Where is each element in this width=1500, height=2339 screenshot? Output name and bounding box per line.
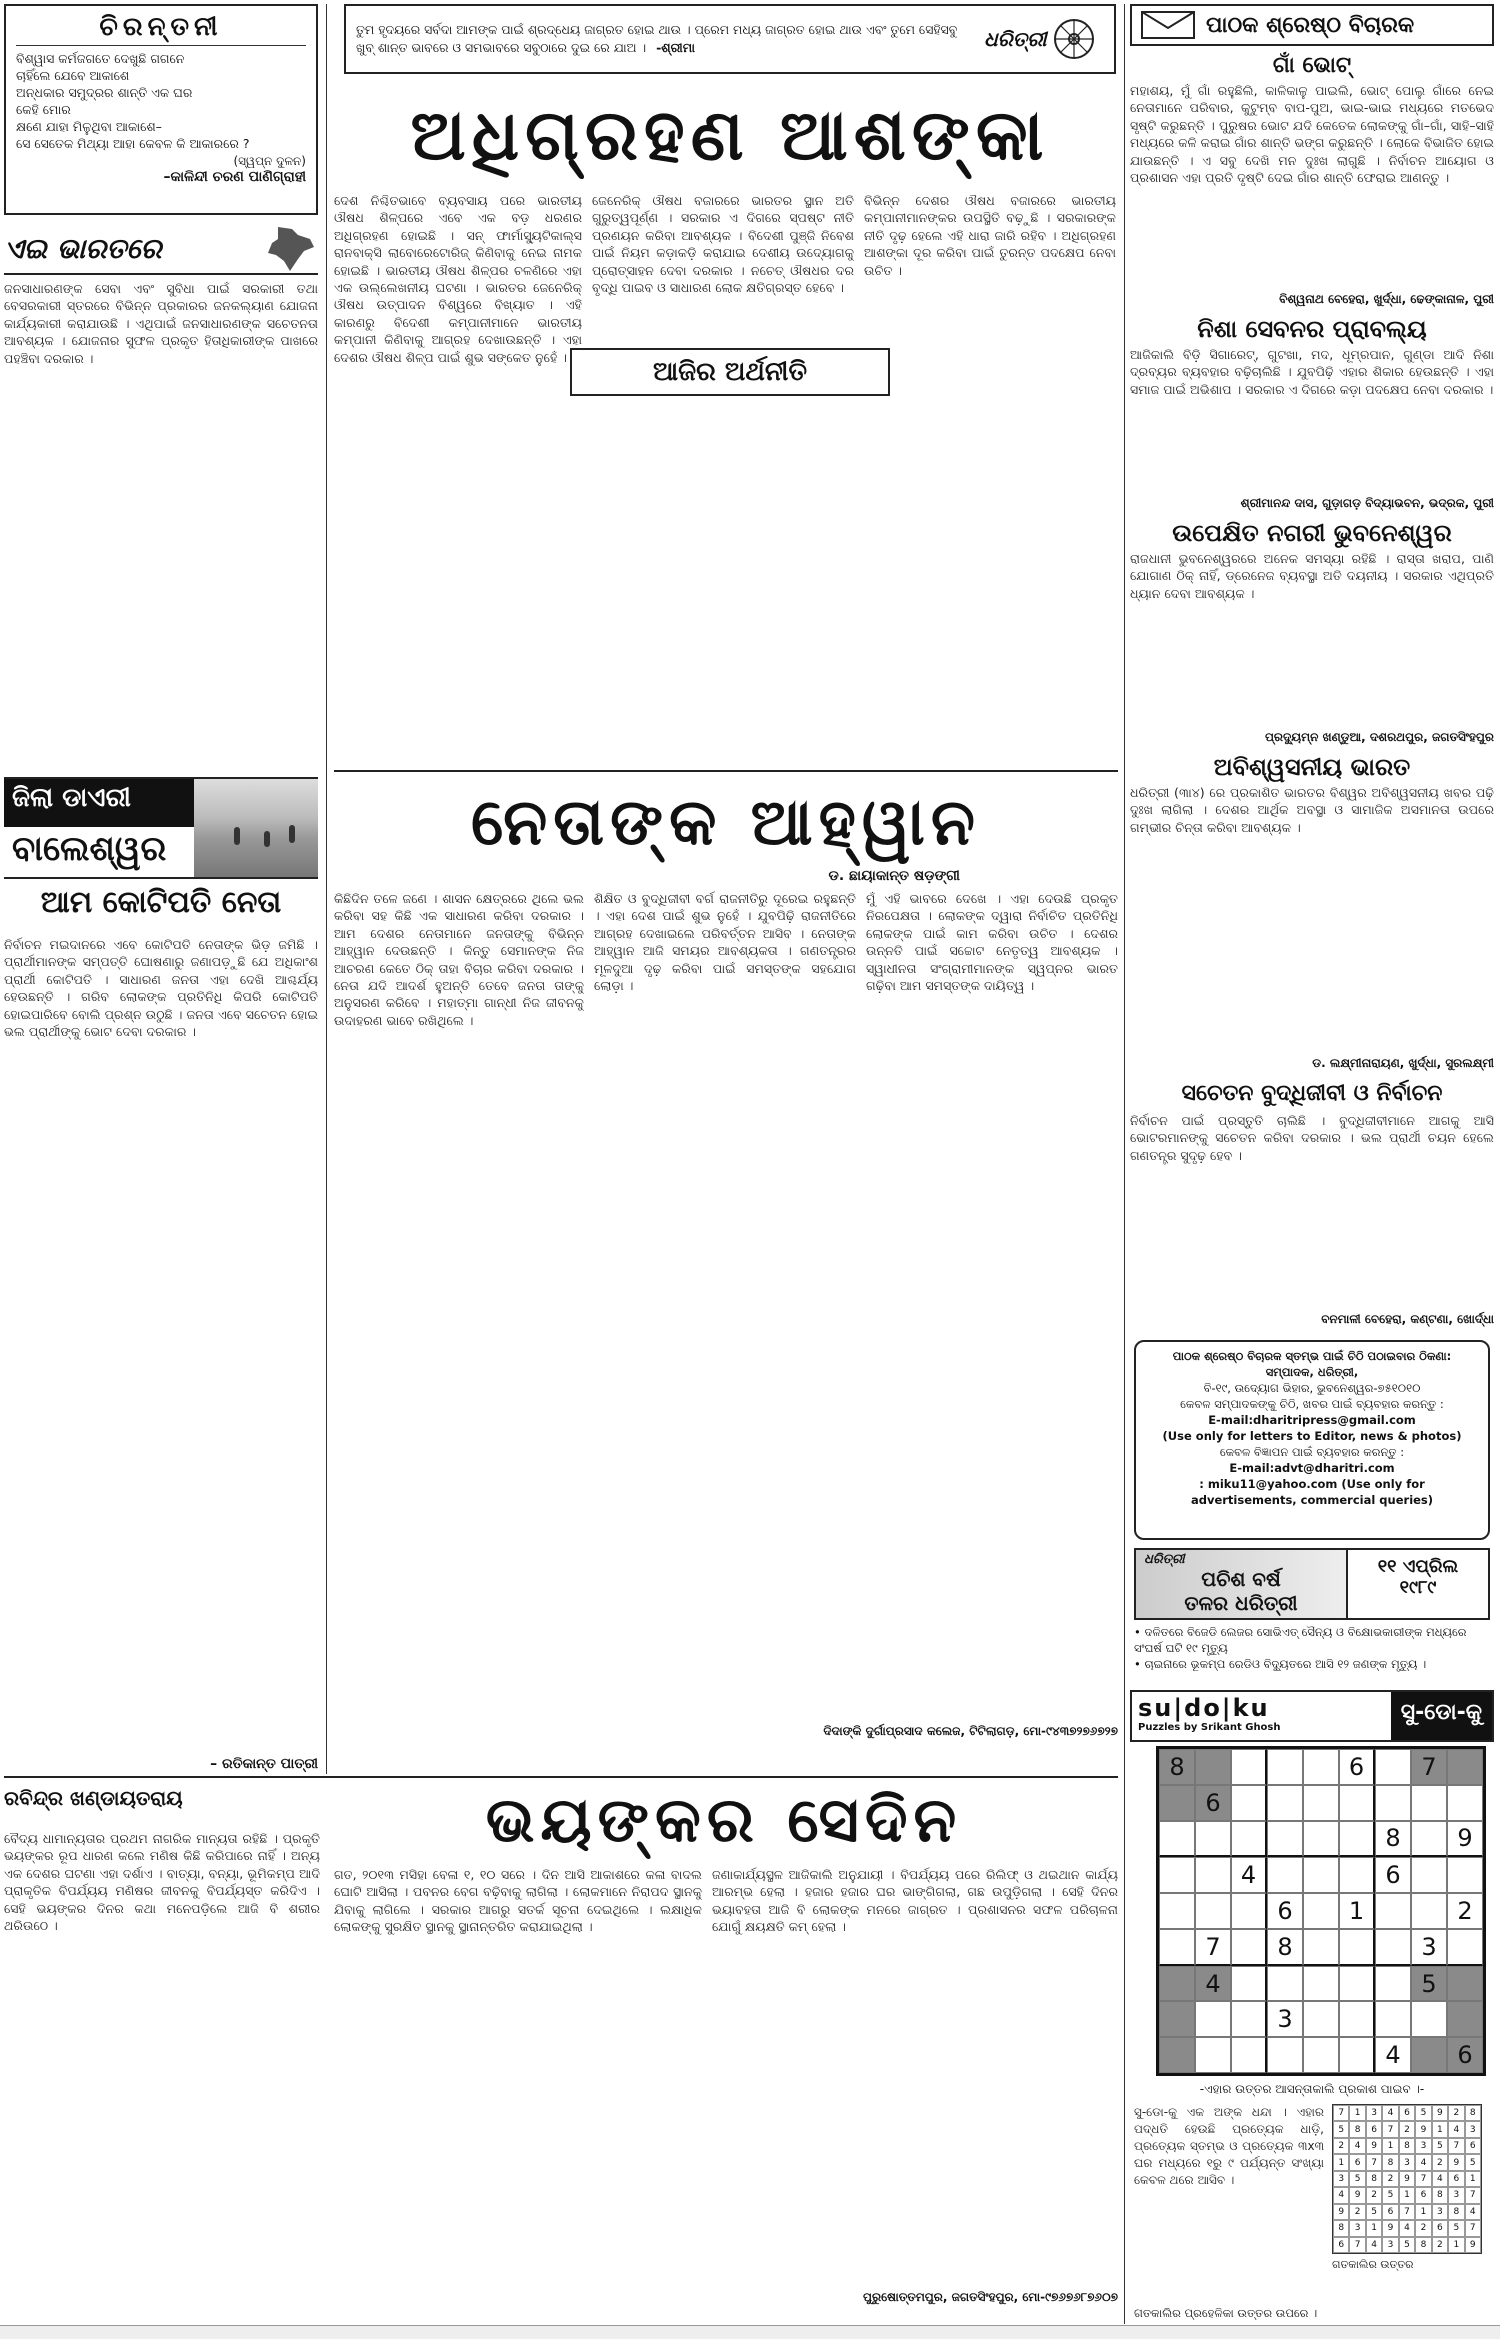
letter1-body: ମହାଶୟ, ମୁଁ ଗାଁ ରହୁଛିଲି, କାଳିକାଳୁ ପାଇଲି, ଭୋଟ୍ ପୋଲୁ ଗାଁରେ ନେଇ ନେତାମାନେ ପରିବାର, କୁଟୁମ୍ବ ବାପ-ପୁଅ, ଭାଇ-ଭାଇ ମଧ୍ୟରେ ମତଭେଦ ସୃଷ୍ଟି କରୁଛନ୍ତି । ପୁରୁଷର ଭୋଟ ଯଦି କେତେକ ଲୋକଙ୍କୁ ଗାଁ–ଗାଁ, ସାହି–ସାହି ମଧ୍ୟରେ କଳି କରାଇ ଗାଁର ଶାନ୍ତି ଭଙ୍ଗ କରୁଛନ୍ତି । ଲୋକେ ବିଭାଜିତ ହୋଇ ଯାଉଛନ୍ତି । ଏ ସବୁ ଦେଖି ମନ ଦୁଃଖ ଲାଗୁଛି । ନିର୍ବାଚନ ଆୟୋଗ ଓ ପ୍ରଶାସନ ଏହା ପ୍ରତି ଦୃଷ୍ଟି ଦେଇ ଗାଁର ଶାନ୍ତି ଫେରାଇ ଆଣନ୍ତୁ । [1130,83,1494,186]
sudoku-cell[interactable]: 6 [1267,1893,1303,1929]
archive-bullet1: • ଦଳିତରେ ବିଜେଡି ଲେଜର ସୋଭିଏତ୍ ସୈନ୍ୟ ଓ ବିକ୍ଷୋଭକାରୀଙ୍କ ମଧ୍ୟରେ ସଂଘର୍ଷ ଘଟି ୧୯ ମୃତ୍ୟୁ [1134,1625,1467,1655]
sudoku-logo: su|do|ku [1138,1694,1270,1722]
beach-photo-figure [234,827,240,845]
beach-photo [194,779,318,877]
sudoku-answer-cell: 2 [1366,2187,1382,2203]
sudoku-cell[interactable] [1231,1893,1267,1929]
bottom-author: ରବିନ୍ଦ୍ର ଖଣ୍ଡାୟତରାୟ [4,1786,183,1810]
sudoku-answer-cell: 6 [1366,2121,1382,2137]
sudoku-answer-cell: 3 [1415,2138,1431,2154]
beach-photo-figure [264,831,270,847]
letter4-title: ଅବିଶ୍ୱସନୀୟ ଭାରତ [1213,752,1411,781]
sudoku-cell[interactable] [1303,1785,1339,1821]
letter4-sig: ଡ. ଲକ୍ଷ୍ମୀନାରାୟଣ, ଖୁର୍ଦ୍ଧା, ସୁରଲକ୍ଷ୍ମୀ [1312,1056,1494,1070]
archive-date-area [1346,1550,1488,1618]
bottom-headline: ଭୟଙ୍କର ସେଦିନ [485,1783,963,1856]
beach-photo-figure [289,825,295,843]
letter2-sig: ଶ୍ରୀମାନନ୍ଦ ଦାସ, ଗୁଡ଼ାଗଡ଼ ବିଦ୍ୟାଭବନ, ଭଦ୍ରକ, ପୁରୀ [1240,496,1494,510]
sudoku-cell[interactable]: 6 [1447,2037,1483,2073]
rule-right [1124,4,1125,2324]
aajira-label-box [570,348,890,396]
sudoku-cell[interactable]: 6 [1339,1749,1375,1785]
letter1-title: ଗାଁ ଭୋଟ୍ [1272,52,1352,78]
chakra-logo-icon [1052,17,1096,61]
rule-left [326,4,327,1774]
sudoku-cell[interactable] [1267,1857,1303,1893]
sudoku-answer-cell: 1 [1349,2105,1365,2121]
middle-col1: କିଛିଦିନ ତଳେ ଜଣେ । ଶାସନ କ୍ଷେତ୍ରରେ ଥିଲେ ଭଲ କରିବା ସହ କିଛି ଏକ ସାଧାରଣ କରିବା ଦରକାର । ଆମ ଦେଶର ନେତାମାନେ ଜନତାଙ୍କୁ ବିଭିନ୍ନ ଆହ୍ୱାନ ଦେଉଛନ୍ତି । କିନ୍ତୁ ସେମାନଙ୍କ ନିଜ ଆଚରଣ କେତେ ଠିକ୍ ତାହା ବିଚାର କରିବା ଦରକାର । ନେତା ଯଦି ଆଦର୍ଶ ହୁଅନ୍ତି ତେବେ ଜନତା ତାଙ୍କୁ ଅନୁସରଣ କରିବେ । ମହାତ୍ମା ଗାନ୍ଧୀ ନିଜ ଜୀବନକୁ ଉଦାହରଣ ଭାବେ ରଖିଥିଲେ । [334,891,584,1028]
sudoku-cell[interactable]: 1 [1339,1893,1375,1929]
sudoku-answer-cell: 8 [1333,2220,1349,2236]
aajira-col3: ବିଭିନ୍ନ ଦେଶର ଔଷଧ ବଜାରରେ ଭାରତୀୟ କମ୍ପାନୀମାନଙ୍କର ଉପସ୍ଥିତି ବଢ଼ୁଛି । ସରକାରଙ୍କ ନୀତି ଦୃଢ଼ ହେଲେ ଏହି ଧାରା ଜାରି ରହିବ । ଅଧିଗ୍ରହଣ ଆଶଙ୍କା ଦୂର କରିବା ପାଇଁ ତୁରନ୍ତ ପଦକ୍ଷେପ ନେବା ଉଚିତ । [864,193,1116,278]
sudoku-cell[interactable] [1159,1929,1195,1966]
logo-text: ଧରିତ୍ରୀ [984,27,1047,51]
sudoku-cell[interactable] [1267,1821,1303,1858]
bottom-sig: ପୁରୁଷୋତ୍ତମପୁର, ଜଗତସିଂହପୁର, ମୋ-୯୭୬୭୬୮୭୬୦୭ [863,2290,1118,2304]
sudoku-answer-cell: 2 [1432,2154,1448,2170]
archive-line1: ପଚିଶ ବର୍ଷ [1201,1567,1281,1591]
zilla-diary-box [4,777,318,879]
sudoku-answer-cell: 5 [1448,2220,1464,2236]
sudoku-answer-cell: 5 [1333,2121,1349,2137]
sudoku-answer-cell: 9 [1432,2105,1448,2121]
sudoku-answer-cell: 7 [1465,2220,1481,2236]
rule-mid1 [334,770,1118,772]
sudoku-cell[interactable] [1375,1785,1411,1821]
sudoku-answer-cell: 2 [1399,2121,1415,2137]
sudoku-cell[interactable] [1195,2001,1231,2037]
sudoku-answer-cell: 9 [1465,2237,1481,2253]
sudoku-cell[interactable]: 8 [1267,1929,1303,1966]
sudoku-cell[interactable]: 4 [1195,1966,1231,2002]
sudoku-cell[interactable] [1339,1857,1375,1893]
sudoku-answer-cell: 4 [1465,2204,1481,2220]
sudoku-cell[interactable] [1195,1821,1231,1858]
sudoku-cell[interactable]: 3 [1267,2001,1303,2037]
sudoku-answer-cell: 2 [1333,2138,1349,2154]
sudoku-cell[interactable] [1447,2001,1483,2037]
sudoku-answer-cell: 4 [1366,2237,1382,2253]
sudoku-answer-cell: 1 [1399,2187,1415,2203]
sudoku-cell[interactable] [1303,1929,1339,1966]
sudoku-answer-cell: 1 [1465,2171,1481,2187]
sudoku-cell[interactable] [1411,1857,1447,1893]
sudoku-cell[interactable] [1447,1785,1483,1821]
sudoku-cell[interactable] [1303,2001,1339,2037]
sudoku-answer-cell: 7 [1448,2138,1464,2154]
sudoku-cell[interactable] [1411,2037,1447,2073]
sudoku-cell[interactable] [1303,1749,1339,1785]
sudoku-answer-cell: 4 [1399,2220,1415,2236]
sudoku-answer-cell: 4 [1432,2171,1448,2187]
sudoku-answer-cell: 5 [1349,2171,1365,2187]
chirantani-credit: (ସ୍ୱପ୍ନ ଦୁଳନ) [233,154,306,168]
sudoku-answer-cell: 1 [1333,2154,1349,2170]
archive-bullet2: • ଚାଇନାରେ ଭୂକମ୍ପ ରେଡିଓ ବିଦ୍ୟୁତରେ ଆସି ୧୨ ଜଣଙ୍କ ମୃତ୍ୟୁ । [1134,1657,1427,1671]
sudoku-cell[interactable] [1159,1857,1195,1893]
chirantani-poem: ବିଶ୍ୱାସ କର୍ମଜଗତେ ଦେଖୁଛି ଗଗନେ ଚାହିଁଲେ ଯେବେ ଆକାଶେ ଅନ୍ଧକାର ସମୁଦ୍ରର ଶାନ୍ତି ଏକ ଘର କେହି ମୋର କ୍ଷଣେ ଯାହା ମିଳୁଥିବା ଆକାଶେ– ସେ ସେତେକ ମିଥ୍ୟା ଆହା କେବଳ କି ଆକାରରେ ? [16,51,250,151]
footer-bar [0,2325,1500,2339]
sudoku-answer-cell: 5 [1432,2138,1448,2154]
archive-bullets [1134,1624,1490,1672]
contact-email1-note: (Use only for letters to Editor, news & photos) [1162,1429,1462,1443]
sudoku-cell[interactable] [1411,2001,1447,2037]
aajira-label: ଆଜିର ଅର୍ଥନୀତି [653,356,807,387]
sudoku-answer-cell: 7 [1366,2154,1382,2170]
contact-line2: ସମ୍ପାଦକ, ଧରିତ୍ରୀ, [1265,1365,1359,1379]
sudoku-cell[interactable]: 8 [1159,1749,1195,1785]
chirantani-box [4,4,318,215]
sudoku-answer-cell: 5 [1366,2204,1382,2220]
sudoku-answer-cell: 6 [1333,2237,1349,2253]
sudoku-answer-cell: 2 [1432,2237,1448,2253]
sudoku-answer-cell: 5 [1465,2154,1481,2170]
sudoku-cell[interactable] [1447,1929,1483,1966]
sudoku-grid [1156,1746,1486,2076]
sudoku-cell[interactable] [1303,1893,1339,1929]
letter2-body: ଆଜିକାଲି ବିଡ଼ି ସିଗାରେଟ୍, ଗୁଟଖା, ମଦ, ଧୂମ୍ରପାନ, ଗୁଣ୍ଡା ଆଦି ନିଶା ଦ୍ରବ୍ୟର ବ୍ୟବହାର ବଢ଼ିଚାଲିଛି । ଯୁବପିଢ଼ି ଏହାର ଶିକାର ହେଉଛନ୍ତି । ଏହା ସମାଜ ପାଇଁ ଅଭିଶାପ । ସରକାର ଏ ଦିଗରେ କଡ଼ା ପଦକ୍ଷେପ ନେବା ଦରକାର । [1130,347,1494,397]
masthead-quote [356,21,976,57]
archive-label-area [1136,1550,1346,1618]
sudoku-answer-cell: 5 [1382,2187,1398,2203]
middle-col2: ଶିକ୍ଷିତ ଓ ବୁଦ୍ଧିଜୀବୀ ବର୍ଗ ରାଜନୀତିରୁ ଦୂରେଇ ରହୁଛନ୍ତି । ଏହା ଦେଶ ପାଇଁ ଶୁଭ ନୁହେଁ । ଯୁବପିଢ଼ି ରାଜନୀତିରେ ଆଗ୍ରହ ଦେଖାଇଲେ ପରିବର୍ତ୍ତନ ଆସିବ । ନେତାଙ୍କ ଆହ୍ୱାନ ଆଜି ସମୟର ଆବଶ୍ୟକତା । ଗଣତନ୍ତ୍ରର ମୂଳଦୁଆ ଦୃଢ଼ କରିବା ପାଇଁ ସମସ୍ତଙ୍କ ସହଯୋଗ ଲୋଡ଼ା । [594,891,856,994]
archive-label-top: ଧରିତ୍ରୀ [1144,1552,1185,1567]
middle-headline: ନେତାଙ୍କ ଆହ୍ୱାନ [471,785,981,860]
letter5-title: ସଚେତନ ବୁଦ୍ଧିଜୀବୀ ଓ ନିର୍ବାଚନ [1181,1080,1443,1106]
bottom-col2: ଗତ, ୨୦୧୩ ମସିହା ବେଳା ୧, ୧୦ ସରେ । ଦିନ ଆସି ଆକାଶରେ କଳା ବାଦଲ ଘୋଟି ଆସିଲା । ପବନର ବେଗ ବଢ଼ିବାକୁ ଲାଗିଲା । ଲୋକମାନେ ନିରାପଦ ସ୍ଥାନକୁ ଯିବାକୁ ଲାଗିଲେ । ସରକାର ଆଗରୁ ସତର୍କ ସୂଚନା ଦେଇଥିଲେ । ଲକ୍ଷାଧିକ ଲୋକଙ୍କୁ ସୁରକ୍ଷିତ ସ୍ଥାନକୁ ସ୍ଥାନାନ୍ତରିତ କରାଯାଇଥିଲା । [334,1867,702,1935]
sudoku-answer-grid [1332,2104,1482,2254]
sudoku-answer-cell: 2 [1415,2220,1431,2236]
letter5-sig: ବନମାଳୀ ବେହେରା, କଣ୍ଟଣା, ଖୋର୍ଦ୍ଧା [1321,1312,1494,1326]
sudoku-answer-cell: 8 [1382,2154,1398,2170]
sudoku-answer-cell: 8 [1448,2204,1464,2220]
sudoku-answer-cell: 7 [1333,2105,1349,2121]
sudoku-answer-cell: 2 [1349,2204,1365,2220]
sudoku-cell[interactable] [1195,1857,1231,1893]
zilla-diary-label: ଜିଲା ଡାଏରୀ [4,779,194,827]
archive-date1: ୧୧ ଏପ୍ରିଲ [1377,1556,1459,1577]
sudoku-cell[interactable] [1375,1966,1411,2002]
sudoku-cell[interactable] [1231,1749,1267,1785]
sudoku-answer-cell: 5 [1415,2105,1431,2121]
sudoku-cell[interactable] [1411,1821,1447,1858]
ei-bharatare-body: ଜନସାଧାରଣଙ୍କ ସେବା ଏବଂ ସୁବିଧା ପାଇଁ ସରକାରୀ ତଥା ବେସରକାରୀ ସ୍ତରରେ ବିଭିନ୍ନ ପ୍ରକାରର ଜନକଲ୍ୟାଣ ଯୋଜନା କାର୍ଯ୍ୟକାରୀ କରାଯାଉଛି । ଏଥିପାଇଁ ଜନସାଧାରଣଙ୍କ ସଚେତନତା ଆବଶ୍ୟକ । ଯୋଜନାର ସୁଫଳ ପ୍ରକୃତ ହିତାଧିକାରୀଙ୍କ ପାଖରେ ପହଞ୍ଚିବା ଦରକାର । [4,281,318,366]
sudoku-cell[interactable] [1267,1749,1303,1785]
sudoku-answer-cell: 6 [1432,2220,1448,2236]
sudoku-answer-cell: 4 [1415,2154,1431,2170]
chirantani-author: –କାଳିନ୍ଦୀ ଚରଣ ପାଣିଗ୍ରାହୀ [163,169,306,185]
sudoku-cell[interactable] [1303,1966,1339,2002]
sudoku-answer-cell: 4 [1448,2121,1464,2137]
sudoku-cell[interactable] [1159,1966,1195,2002]
letter1-sig: ବିଶ୍ୱନାଥ ବେହେରା, ଖୁର୍ଦ୍ଧା, ଢେଙ୍କାନାଳ, ପୁରୀ [1279,292,1494,306]
sudoku-cell[interactable] [1411,1893,1447,1929]
sudoku-answer-cell: 3 [1349,2220,1365,2236]
chirantani-heading: ଚିରନ୍ତନୀ [16,12,306,46]
sudoku-cell[interactable]: 4 [1231,1857,1267,1893]
sudoku-answer-cell: 3 [1399,2154,1415,2170]
sudoku-answer-cell: 7 [1382,2121,1398,2137]
aajira-col2: ଜେନେରିକ୍ ଔଷଧ ବଜାରରେ ଭାରତର ସ୍ଥାନ ଅତି ଗୁରୁତ୍ୱପୂର୍ଣ୍ଣ । ସରକାର ଏ ଦିଗରେ ସ୍ପଷ୍ଟ ନୀତି ପ୍ରଣୟନ କରିବା ଆବଶ୍ୟକ । ବିଦେଶୀ ପୁଞ୍ଜି ନିବେଶ ପାଇଁ ନିୟମ କଡ଼ାକଡ଼ି କରାଯାଇ ଦେଶୀୟ ଉଦ୍ୟୋଗକୁ ପ୍ରୋତ୍ସାହନ ଦେବା ଦରକାର । ନଚେତ୍ ଔଷଧର ଦର ବୃଦ୍ଧି ପାଇବ ଓ ସାଧାରଣ ଲୋକ କ୍ଷତିଗ୍ରସ୍ତ ହେବେ । [592,193,854,296]
sudoku-answer-cell: 9 [1415,2121,1431,2137]
sudoku-cell[interactable] [1339,2001,1375,2037]
sudoku-answer-cell: 8 [1349,2121,1365,2137]
sudoku-cell[interactable] [1447,1749,1483,1785]
letter5-body: ନିର୍ବାଚନ ପାଇଁ ପ୍ରସ୍ତୁତି ଚାଲିଛି । ବୁଦ୍ଧିଜୀବୀମାନେ ଆଗକୁ ଆସି ଭୋଟରମାନଙ୍କୁ ସଚେତନ କରିବା ଦରକାର । ଭଲ ପ୍ରାର୍ଥୀ ଚୟନ ହେଲେ ଗଣତନ୍ତ୍ର ସୁଦୃଢ଼ ହେବ । [1130,1113,1494,1163]
sudoku-answer-cell: 1 [1382,2138,1398,2154]
district-name: ବାଲେଶ୍ୱର [12,829,167,869]
middle-byline: ଡ. ଛାୟାକାନ୍ତ ଷଡ଼ଙ୍ଗୀ [828,868,960,884]
rule-bottom [4,1776,1118,1778]
sudoku-footer: ଗତକାଲିର ପ୍ରହେଳିକା ଉତ୍ତର ଉପରେ । [1134,2306,1318,2320]
sudoku-cell[interactable]: 6 [1195,1785,1231,1821]
sudoku-answer-cell: 6 [1415,2187,1431,2203]
sudoku-answer-cell: 6 [1448,2171,1464,2187]
sudoku-logo-area [1132,1692,1391,1740]
sudoku-cell[interactable] [1375,1749,1411,1785]
archive-date2: ୧୯୮୯ [1399,1577,1437,1598]
sudoku-cell[interactable] [1231,1966,1267,2002]
sudoku-note: -ଏହାର ଉତ୍ତର ଆସନ୍ତାକାଲି ପ୍ରକାଶ ପାଇବ ।- [1199,2082,1425,2096]
sudoku-cell[interactable] [1231,1785,1267,1821]
sudoku-cell[interactable] [1411,1785,1447,1821]
sudoku-answer-cell: 9 [1448,2154,1464,2170]
sudoku-cell[interactable] [1339,1821,1375,1858]
sudoku-answer-cell: 3 [1382,2237,1398,2253]
sudoku-answer-cell: 6 [1349,2154,1365,2170]
sudoku-cell[interactable] [1159,1785,1195,1821]
sudoku-cell[interactable] [1447,1966,1483,2002]
kotipati-title: ଆମ କୋଟିପତି ନେତା [40,885,282,920]
sudoku-cell[interactable]: 2 [1447,1893,1483,1929]
masthead-quote-author: -ଶ୍ରୀମା [656,40,695,55]
sudoku-cell[interactable] [1159,2037,1195,2073]
kotipati-sig: – ରତିକାନ୍ତ ପାତ୍ରୀ [210,1756,318,1772]
sudoku-cell[interactable] [1267,1785,1303,1821]
contact-line4: କେବଳ ସମ୍ପାଦକଙ୍କୁ ଚିଠି, ଖବର ପାଇଁ ବ୍ୟବହାର କରନ୍ତୁ : [1180,1397,1444,1411]
india-map-icon [258,225,318,273]
letter3-body: ରାଜଧାନୀ ଭୁବନେଶ୍ୱରରେ ଅନେକ ସମସ୍ୟା ରହିଛି । ରାସ୍ତା ଖରାପ, ପାଣି ଯୋଗାଣ ଠିକ୍ ନାହିଁ, ଡ୍ରେନେଜ ବ୍ୟବସ୍ଥା ଅତି ଦୟନୀୟ । ସରକାର ଏଥିପ୍ରତି ଧ୍ୟାନ ଦେବା ଆବଶ୍ୟକ । [1130,551,1494,601]
sudoku-answer-cell: 3 [1465,2121,1481,2137]
ei-bharatare-title: ଏଇ ଭାରତରେ [4,232,162,265]
sudoku-answer-cell: 7 [1399,2204,1415,2220]
sudoku-answer-cell: 5 [1399,2237,1415,2253]
sudoku-answer-cell: 3 [1448,2187,1464,2203]
pathaka-title: ପାଠକ ଶ୍ରେଷ୍ଠ ବିଚାରକ [1206,12,1415,38]
sudoku-answer-cell: 8 [1399,2138,1415,2154]
sudoku-answer-cell: 4 [1349,2138,1365,2154]
sudoku-answer-cell: 2 [1448,2105,1464,2121]
sudoku-cell[interactable] [1339,2037,1375,2073]
sudoku-answer-cell: 7 [1349,2237,1365,2253]
contact-box [1134,1340,1490,1540]
middle-sig: ଦିଦାଙ୍କି ଦୁର୍ଗାପ୍ରସାଦ କଲେଜ, ଟିଟିଲାଗଡ଼, ମୋ-୯୪୩୭୨୭୬୭୨୭ [823,1724,1118,1738]
sudoku-cell[interactable] [1303,2037,1339,2073]
sudoku-answer-cell: 8 [1465,2105,1481,2121]
masthead-quote-text: ତୁମ ହୃଦୟରେ ସର୍ବଦା ଆମଙ୍କ ପାଇଁ ଶ୍ରଦ୍ଧେୟ ଜାଗ୍ରତ ହୋଇ ଥାଉ । ପ୍ରେମ ମଧ୍ୟ ଜାଗ୍ରତ ହୋଇ ଥାଉ ଏବଂ ତୁମେ ସେହିସବୁ ଖୁବ୍ ଶାନ୍ତ ଭାବରେ ଓ ସମଭାବରେ ସବୁଠାରେ ଦୁଇ ରେ ଯାଅ । [356,22,958,55]
letter3-title: ଉପେକ୍ଷିତ ନଗରୀ ଭୁବନେଶ୍ୱର [1172,518,1452,547]
sudoku-cell[interactable] [1303,1857,1339,1893]
sudoku-cell[interactable] [1375,1929,1411,1966]
sudoku-answer-cell: 9 [1382,2220,1398,2236]
bottom-col1: ବୈଦ୍ୟ ଧାମାନ୍ୟତାର ପ୍ରଥମ ନାଗରିକ ମାନ୍ୟତା ରହିଛି । ପ୍ରକୃତି ଭୟଙ୍କର ରୂପ ଧାରଣ କଲେ ମଣିଷ କିଛି କରିପାରେ ନାହିଁ । ଅନ୍ୟ ଏକ ଦେଶର ଘଟଣା ଏହା ଦର୍ଶାଏ । ବାତ୍ୟା, ବନ୍ୟା, ଭୂମିକମ୍ପ ଆଦି ପ୍ରାକୃତିକ ବିପର୍ଯ୍ୟୟ ମଣିଷର ଜୀବନକୁ ବିପର୍ଯ୍ୟସ୍ତ କରିଦିଏ । ସେହି ଭୟଙ୍କର ଦିନର କଥା ମନେପଡ଼ିଲେ ଆଜି ବି ଶରୀର ଥରିଉଠେ । [4,1831,320,1934]
sudoku-answer-area [1332,2104,1490,2272]
sudoku-answer-cell: 9 [1366,2138,1382,2154]
masthead-logo [984,17,1104,61]
sudoku-cell[interactable]: 6 [1375,1857,1411,1893]
sudoku-answer-cell: 6 [1382,2204,1398,2220]
sudoku-cell[interactable] [1195,2037,1231,2073]
sudoku-cell[interactable] [1339,1785,1375,1821]
envelope-icon [1140,10,1196,40]
sudoku-cell[interactable]: 4 [1375,2037,1411,2073]
sudoku-answer-cell: 8 [1415,2237,1431,2253]
sudoku-cell[interactable] [1195,1749,1231,1785]
sudoku-cell[interactable] [1159,1821,1195,1858]
sudoku-answer-cell: 4 [1382,2105,1398,2121]
sudoku-byline: Puzzles by Srikant Ghosh [1138,1722,1281,1733]
contact-line3: ବି-୧୯, ଉଦ୍ୟୋଗ ଭିହାର, ଭୁବନେଶ୍ୱର-୭୫୧୦୧୦ [1203,1381,1421,1395]
aajira-col1: ଦେଶ ନିଶ୍ଚିତଭାବେ ବ୍ୟବସାୟ ପରେ ଭାରତୀୟ ଔଷଧ ଶିଳ୍ପରେ ଏବେ ଏକ ବଡ଼ ଧରଣର ଅଧିଗ୍ରହଣ ହୋଇଛି । ସନ୍ ଫାର୍ମାସ୍ୟୁଟିକାଲ୍ସ ରାନବାକ୍ସି ଲାବୋରେଟୋରିଜ୍ କିଣିବାକୁ ନେଇ ନାମକ ହୋଇଛି । ଭାରତୀୟ ଔଷଧ ଶିଳ୍ପର ଚଳଣିରେ ଏହା ଏକ ଉଲ୍ଲେଖନୀୟ ଘଟଣା । ଭାରତର ଜେନେରିକ୍ ଔଷଧ ଉତ୍ପାଦନ ବିଶ୍ୱରେ ବିଖ୍ୟାତ । ଏହି କାରଣରୁ ବିଦେଶୀ କମ୍ପାନୀମାନେ ଭାରତୀୟ କମ୍ପାନୀ କିଣିବାକୁ ଆଗ୍ରହ ଦେଖାଉଛନ୍ତି । ଏହା ଦେଶର ଔଷଧ ଶିଳ୍ପ ପାଇଁ ଶୁଭ ସଙ୍କେତ ନୁହେଁ । [334,193,582,365]
sudoku-answer-label: ଗତକାଲିର ଉତ୍ତର [1332,2258,1414,2271]
sudoku-cell[interactable] [1159,1893,1195,1929]
archive-box [1134,1548,1490,1620]
zilla-diary-labels [4,779,194,877]
sudoku-odia-label: ସୁ-ଡୋ-କୁ [1391,1692,1492,1740]
sudoku-answer-cell: 7 [1465,2187,1481,2203]
sudoku-cell[interactable]: 8 [1375,1821,1411,1858]
sudoku-answer-cell: 8 [1432,2187,1448,2203]
sudoku-cell[interactable]: 5 [1411,1966,1447,2002]
sudoku-cell[interactable] [1231,2001,1267,2037]
sudoku-cell[interactable] [1375,1893,1411,1929]
ei-bharatare-header [4,225,318,275]
letter4-body: ଧରିତ୍ରୀ (୩ା୪) ରେ ପ୍ରକାଶିତ ଭାରତର ବିଶ୍ୱର ଅବିଶ୍ୱସନୀୟ ଖବର ପଢ଼ି ଦୁଃଖ ଲାଗିଲା । ଦେଶର ଆର୍ଥିକ ଅବସ୍ଥା ଓ ସାମାଜିକ ଅସମାନତା ଉପରେ ଗମ୍ଭୀର ଚିନ୍ତା କରିବା ଆବଶ୍ୟକ । [1130,785,1494,835]
sudoku-answer-cell: 3 [1366,2105,1382,2121]
sudoku-cell[interactable] [1231,1929,1267,1966]
sudoku-answer-cell: 9 [1349,2187,1365,2203]
sudoku-cell[interactable] [1231,1821,1267,1858]
main-headline: ଅଧିଗ୍ରହଣ ଆଶଙ୍କା [410,93,1050,176]
sudoku-answer-cell: 9 [1399,2171,1415,2187]
contact-email2[interactable]: E-mail:advt@dharitri.com [1229,1461,1395,1475]
bottom-col3: ଜଣାକାର୍ଯ୍ୟସ୍ଥଳ ଆଜିକାଲି ଅନୁଯାୟୀ । ବିପର୍ଯ୍ୟୟ ପରେ ରିଲିଫ୍ ଓ ଥଇଥାନ କାର୍ଯ୍ୟ ଆରମ୍ଭ ହେଲା । ହଜାର ହଜାର ଘର ଭାଙ୍ଗିଗଲା, ଗଛ ଉପୁଡ଼ିଗଲା । ସେହି ଦିନର ଭୟାବହତା ଆଜି ବି ଲୋକଙ୍କ ମନରେ ଜାଗ୍ରତ । ପ୍ରଶାସନର ସଫଳ ପରିଚାଳନା ଯୋଗୁଁ କ୍ଷୟକ୍ଷତି କମ୍ ହେଲା । [712,1867,1118,1935]
contact-email3[interactable]: : miku11@yahoo.com (Use only for [1199,1477,1425,1491]
contact-email1[interactable]: E-mail:dharitripress@gmail.com [1208,1413,1416,1427]
sudoku-rules: ସୁ-ଡୋ-କୁ ଏକ ଅଙ୍କ ଧନ୍ଦା । ଏହାର ପଦ୍ଧତି ହେଉଛି ପ୍ରତ୍ୟେକ ଧାଡ଼ି, ପ୍ରତ୍ୟେକ ସ୍ତମ୍ଭ ଓ ପ୍ରତ୍ୟେକ ୩x୩ ଘର ମଧ୍ୟରେ ୧ରୁ ୯ ପର୍ଯ୍ୟନ୍ତ ସଂଖ୍ୟା କେବଳ ଥରେ ଆସିବ । [1134,2105,1324,2187]
sudoku-answer-cell: 3 [1333,2171,1349,2187]
sudoku-answer-cell: 1 [1432,2121,1448,2137]
sudoku-answer-cell: 8 [1366,2171,1382,2187]
sudoku-cell[interactable] [1447,1857,1483,1893]
sudoku-cell[interactable] [1339,1929,1375,1966]
contact-line5: କେବଳ ବିଜ୍ଞାପନ ପାଇଁ ବ୍ୟବହାର କରନ୍ତୁ : [1219,1445,1405,1459]
sudoku-answer-cell: 7 [1415,2171,1431,2187]
sudoku-cell[interactable] [1267,2037,1303,2073]
archive-line2: ତଳର ଧରିତ୍ରୀ [1184,1591,1298,1615]
sudoku-answer-cell: 1 [1366,2220,1382,2236]
sudoku-answer-cell: 1 [1415,2204,1431,2220]
sudoku-cell[interactable]: 7 [1195,1929,1231,1966]
sudoku-cell[interactable]: 3 [1411,1929,1447,1966]
sudoku-cell[interactable] [1195,1893,1231,1929]
sudoku-answer-cell: 9 [1333,2204,1349,2220]
middle-col3: ମୁଁ ଏହି ଭାବରେ ଦେଖେ । ଏହା ଦେଉଛି ପ୍ରକୃତ ନିରପେକ୍ଷତା । ଲୋକଙ୍କ ଦ୍ୱାରା ନିର୍ବାଚିତ ପ୍ରତିନିଧି ଲୋକଙ୍କ ପାଇଁ କାମ କରିବା ଉଚିତ । ଦେଶର ଉନ୍ନତି ପାଇଁ ସଚ୍ଚୋଟ ନେତୃତ୍ୱ ଆବଶ୍ୟକ । ସ୍ୱାଧୀନତା ସଂଗ୍ରାମୀମାନଙ୍କ ସ୍ୱପ୍ନର ଭାରତ ଗଢ଼ିବା ଆମ ସମସ୍ତଙ୍କ ଦାୟିତ୍ୱ । [866,891,1118,994]
sudoku-cell[interactable] [1231,2037,1267,2073]
sudoku-cell[interactable] [1267,1966,1303,2002]
sudoku-cell[interactable] [1339,1966,1375,2002]
sudoku-answer-cell: 3 [1432,2204,1448,2220]
masthead-quote-box [344,4,1116,74]
sudoku-cell[interactable] [1303,1821,1339,1858]
letter2-title: ନିଶା ସେବନର ପ୍ରାବଲ୍ୟ [1197,314,1427,343]
letter3-sig: ପ୍ରଦ୍ୟୁମ୍ନ ଖଣ୍ଡୁଆ, ଦଶରଥପୁର, ଜଗତସିଂହପୁର [1264,730,1494,744]
contact-line1: ପାଠକ ଶ୍ରେଷ୍ଠ ବିଚାରକ ସ୍ତମ୍ଭ ପାଇଁ ଚିଠି ପଠାଇବାର ଠିକଣା: [1172,1349,1452,1363]
contact-email3-note: advertisements, commercial queries) [1190,1493,1434,1507]
sudoku-answer-cell: 6 [1399,2105,1415,2121]
sudoku-answer-cell: 4 [1333,2187,1349,2203]
sudoku-cell[interactable] [1375,2001,1411,2037]
sudoku-cell[interactable]: 9 [1447,1821,1483,1858]
sudoku-cell[interactable] [1159,2001,1195,2037]
sudoku-answer-cell: 1 [1448,2237,1464,2253]
pathaka-header [1130,4,1494,46]
sudoku-answer-cell: 6 [1465,2138,1481,2154]
sudoku-answer-cell: 2 [1382,2171,1398,2187]
kotipati-body: ନିର୍ବାଚନ ମଇଦାନରେ ଏବେ କୋଟିପତି ନେତାଙ୍କ ଭିଡ଼ ଜମିଛି । ପ୍ରାର୍ଥୀମାନଙ୍କ ସମ୍ପତ୍ତି ଘୋଷଣାରୁ ଜଣାପଡ଼ୁଛି ଯେ ଅଧିକାଂଶ ପ୍ରାର୍ଥୀ କୋଟିପତି । ସାଧାରଣ ଜନତା ଏହା ଦେଖି ଆଶ୍ଚର୍ଯ୍ୟ ହେଉଛନ୍ତି । ଗରିବ ଲୋକଙ୍କ ପ୍ରତିନିଧି କିପରି କୋଟିପତି ହୋଇପାରିବେ ବୋଲି ପ୍ରଶ୍ନ ଉଠୁଛି । ଜନତା ଏବେ ସଚେତନ ହୋଇ ଭଲ ପ୍ରାର୍ଥୀଙ୍କୁ ଭୋଟ ଦେବା ଦରକାର । [4,937,318,1040]
sudoku-header [1130,1690,1494,1742]
sudoku-cell[interactable]: 7 [1411,1749,1447,1785]
